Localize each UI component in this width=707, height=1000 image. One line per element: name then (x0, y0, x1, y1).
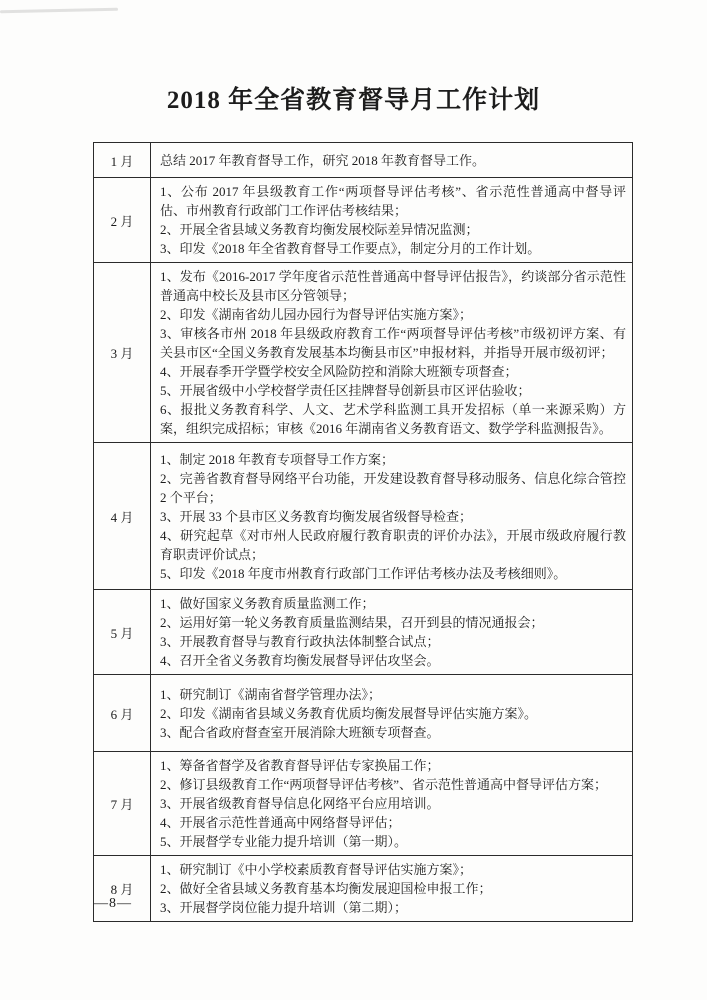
task-item: 3、开展督学岗位能力提升培训（第二期）； (160, 900, 408, 915)
task-item: 2、印发《湖南省县域义务教育优质均衡发展督导评估实施方案》。 (160, 705, 538, 721)
tasks-cell (151, 178, 633, 263)
task-item: 1、发布《2016-2017 学年度省示范性普通高中督导评估报告》，约谈部分省示范性普通高中校长及县市区分管领导； (160, 269, 626, 303)
page-number: —8— (94, 896, 132, 911)
task-item: 2、运用好第一轮义务教育质量监测结果，召开到县的情况通报会； (160, 615, 544, 630)
task-item: 2、修订县级教育工作“两项督导评估考核”、省示范性普通高中督导评估方案； (160, 777, 608, 792)
table-row (94, 752, 633, 856)
tasks-cell (151, 856, 633, 922)
task-item: 6、报批义务教育科学、人文、艺术学科监测工具开发招标（单一来源采购）方案，组织完成招标；审核《2016 年湖南省义务教育语文、数学学科监测报告》。 (160, 402, 626, 436)
task-item: 1、筹备省督学及省教育督导评估专家换届工作； (160, 758, 440, 773)
task-item: 5、印发《2018 年度市州教育行政部门工作评估考核办法及考核细则》。 (160, 565, 567, 581)
tasks-cell (151, 590, 633, 675)
task-item: 3、印发《2018 年全省教育督导工作要点》，制定分月的工作计划。 (160, 241, 541, 256)
task-item: 5、开展督学专业能力提升培训（第一期）。 (160, 834, 408, 849)
task-item: 1、做好国家义务教育质量监测工作； (160, 596, 375, 611)
task-item: 4、开展春季开学暨学校安全风险防控和消除大班额专项督查； (160, 364, 518, 379)
task-item: 2、完善省教育督导网络平台功能，开发建设教育督导移动服务、信息化综合管控 2 个平台； (160, 470, 626, 505)
task-item: 1、研究制订《湖南省督学管理办法》； (160, 686, 382, 702)
month-cell: 7 月 (94, 752, 151, 856)
task-item: 2、开展全省县域义务教育均衡发展校际差异情况监测； (160, 222, 479, 237)
table-row (94, 590, 633, 675)
page-title: 2018 年全省教育督导月工作计划 (166, 87, 541, 114)
task-item: 2、做好全省县域义务教育基本均衡发展迎国检申报工作； (160, 881, 492, 896)
table-row (94, 443, 633, 590)
scan-artifact (0, 8, 118, 13)
month-cell: 2 月 (94, 178, 151, 263)
task-item: 3、开展省级教育督导信息化网络平台应用培训。 (160, 796, 440, 811)
task-item: 1、制定 2018 年教育专项督导工作方案； (160, 451, 395, 467)
table-row (94, 143, 633, 178)
task-item: 4、召开全省义务教育均衡发展督导评估攻坚会。 (160, 653, 440, 668)
tasks-cell (151, 443, 633, 590)
table-row (94, 675, 633, 752)
month-cell: 5 月 (94, 590, 151, 675)
task-item: 总结 2017 年教育督导工作，研究 2018 年教育督导工作。 (160, 152, 486, 168)
table-row (94, 178, 633, 263)
task-item: 2、印发《湖南省幼儿园办园行为督导评估实施方案》； (160, 307, 473, 322)
tasks-cell (151, 143, 633, 178)
month-cell: 6 月 (94, 675, 151, 752)
task-item: 3、开展 33 个县市区义务教育均衡发展省级督导检查； (160, 508, 473, 524)
work-plan-table (93, 142, 633, 922)
task-item: 4、开展省示范性普通高中网络督导评估； (160, 815, 401, 830)
table-row (94, 263, 633, 443)
table-row (94, 856, 633, 922)
task-item: 5、开展省级中小学校督学责任区挂牌督导创新县市区评估验收； (160, 383, 531, 398)
tasks-cell (151, 675, 633, 752)
task-item: 3、配合省政府督查室开展消除大班额专项督查。 (160, 724, 440, 740)
task-item: 3、开展教育督导与教育行政执法体制整合试点； (160, 634, 440, 649)
month-cell: 3 月 (94, 263, 151, 443)
tasks-cell (151, 263, 633, 443)
task-item: 4、研究起草《对市州人民政府履行教育职责的评价办法》，开展市级政府履行教育职责评价试点； (160, 527, 626, 562)
month-cell: 8 月 (94, 856, 151, 922)
task-item: 1、公布 2017 年县级教育工作“两项督导评估考核”、省示范性普通高中督导评估、市州教育行政部门工作评估考核结果； (160, 184, 626, 218)
task-item: 1、研究制订《中小学校素质教育督导评估实施方案》； (160, 862, 473, 877)
tasks-cell (151, 752, 633, 856)
month-cell: 1 月 (94, 143, 151, 178)
month-cell: 4 月 (94, 443, 151, 590)
task-item: 3、审核各市州 2018 年县级政府教育工作“两项督导评估考核”市级初评方案、有关县市区“全国义务教育发展基本均衡县市区”申报材料，并指导开展市级初评； (160, 326, 626, 360)
